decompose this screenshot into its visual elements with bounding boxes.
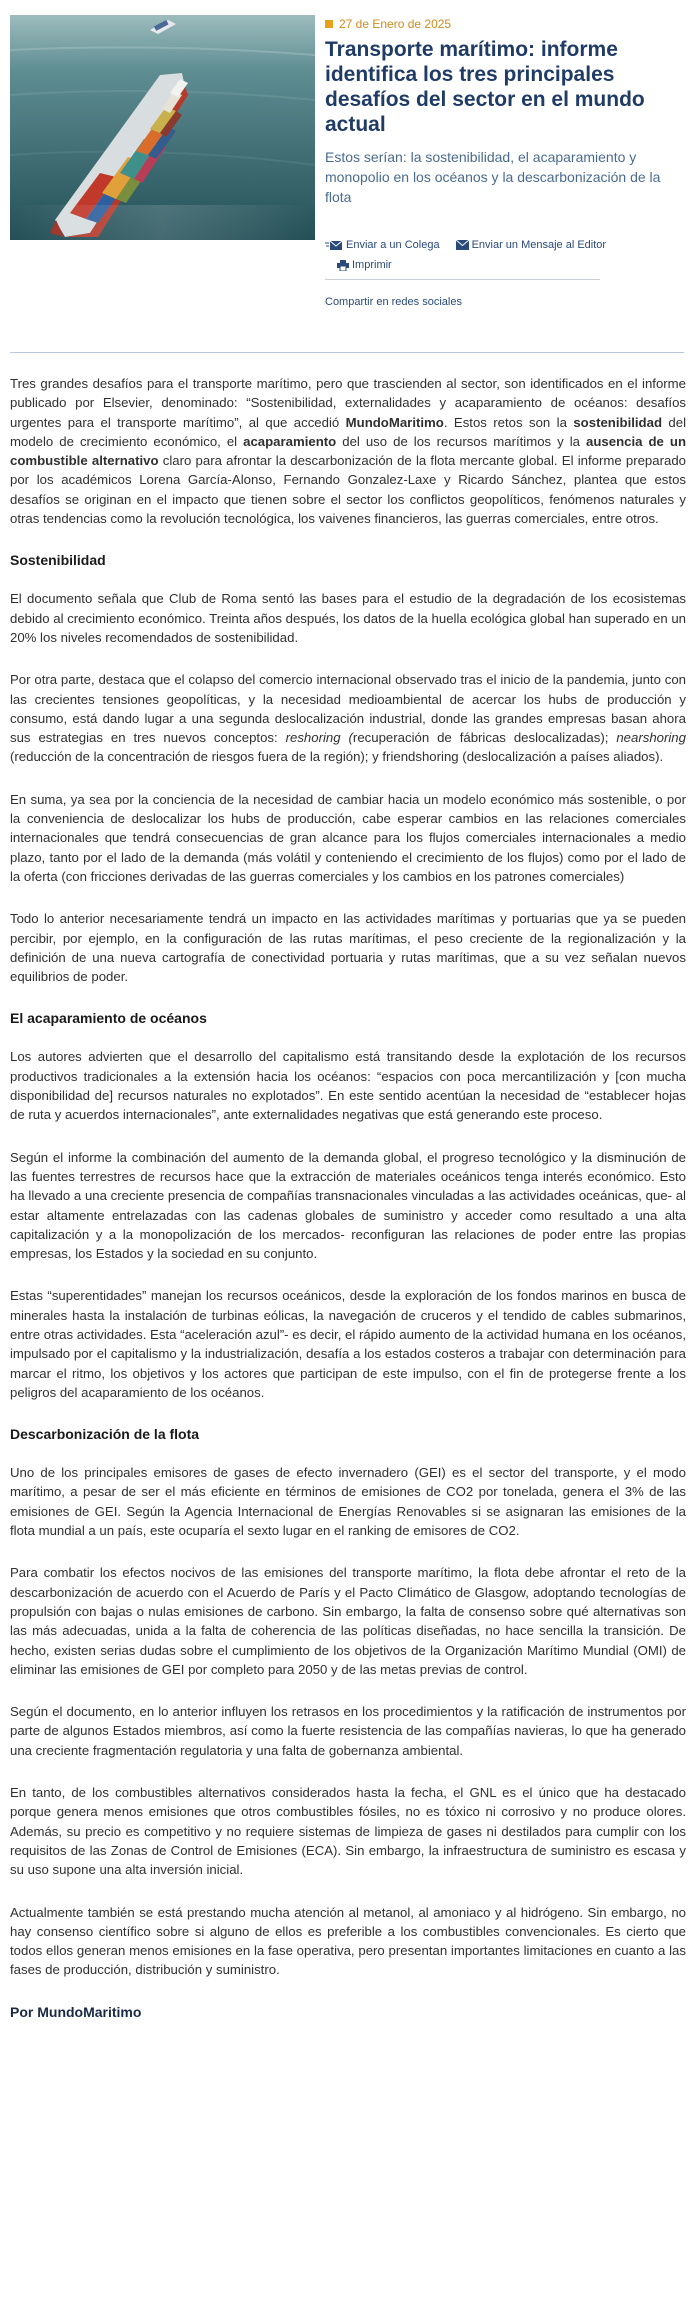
print-label: Imprimir	[352, 259, 392, 271]
article-title: Transporte marítimo: informe identifica los tres principales desafíos del sector en el mundo actual	[325, 38, 645, 136]
italic-run: nearshoring	[616, 730, 686, 746]
bold-run: ausencia de un combustible alternativo	[10, 433, 687, 469]
paragraph: Estas “superentidades” manejan los recursos oceánicos, desde la exploración de los fondos marinos en busca de minerales hasta la instalación de turbinas eólicas, la navegación de cruceros y el tendido de cables submarinos, entre otras actividades. Esta “aceleración azul”- es decir, el rápido aumento de la actividad humana en los océanos, impulsado por el capitalismo y la industrialización, desafía a los estados costeros a trabajar con determinación para marcar el ritmo, los objetivos y los actores que participan de este impulso, con el fin de protegerse frente a los peligros del acaparamiento de los océanos.	[10, 1288, 686, 1400]
send-to-colleague-label: Enviar a un Colega	[346, 239, 440, 251]
text-run: del uso de los recursos marítimos y la	[336, 433, 587, 449]
share-social-link[interactable]: Compartir en redes sociales	[325, 296, 462, 308]
text-run: (reducción de la concentración de riesgos fuera de la región); y friendshoring (deslocalización a países aliados).	[10, 749, 664, 765]
article-header	[325, 17, 685, 308]
send-to-editor-label: Enviar un Mensaje al Editor	[471, 239, 607, 251]
date-bullet-icon	[325, 20, 333, 28]
paragraph: Para combatir los efectos nocivos de las emisiones del transporte marítimo, la flota debe afrontar el reto de la descarbonización de acuerdo con el Acuerdo de París y el Pacto Climático de Glasgow, adoptando tecnologías de propulsión con bajas o nulas emisiones de carbono. Sin embargo, la falta de consenso sobre qué alternativas son las más adecuadas, unida a la falta de coherencia de las políticas diseñadas, no hace sencilla la transición. De hecho, existen serias dudas sobre el cumplimiento de los objetivos de la Organización Marítimo Mundial (OMI) de eliminar las emisiones de GEI por completo para 2050 y de las metas previas de control.	[10, 1565, 686, 1677]
paragraph: Los autores advierten que el desarrollo del capitalismo está transitando desde la explotación de los recursos productivos tradicionales a la extensión hacia los océanos: “espacios con poca mercantilización y [con mucha disponibilidad de] recursos naturales no explotados”. En este sentido acentúan la necesidad de “establecer hojas de ruta y acuerdos internacionales”, ante externalidades negativas que está generando este proceso.	[10, 1049, 686, 1123]
send-mail-icon	[325, 240, 343, 251]
text-run: del modelo de crecimiento económico, el	[10, 414, 687, 449]
text-run: recuperación de fábricas deslocalizadas);	[352, 730, 617, 746]
heading-sostenibilidad: Sostenibilidad	[10, 552, 106, 569]
container-ship-photo-icon	[10, 15, 315, 240]
paragraph: En tanto, de los combustibles alternativos considerados hasta la fecha, el GNL es el único que ha destacado porque genera menos emisiones que otros combustibles fósiles, no es tóxico ni corrosivo y no produce olores. Además, su precio es competitivo y no requiere sistemas de limpieza de gases ni destilados para cumplir con los requisitos de las Zonas de Control de Emisiones (ECA). Sin embargo, la infraestructura de suministro es escasa y su uso supone una alta inversión inicial.	[10, 1785, 686, 1878]
heading-acaparamiento: El acaparamiento de océanos	[10, 1010, 207, 1027]
header-divider	[10, 352, 684, 353]
paragraph: Según el documento, en lo anterior influyen los retrasos en los procedimientos y la ratificación de instrumentos por parte de algunos Estados miembros, así como la fuerte resistencia de las compañías navieras, lo que ha generado una creciente fragmentación regulatoria y una falta de gobernanza ambiental.	[10, 1704, 686, 1758]
send-to-colleague-link[interactable]	[325, 239, 440, 251]
article-body	[10, 374, 686, 2045]
paragraph: Actualmente también se está prestando mucha atención al metanol, al amoniaco y al hidrógeno. Sin embargo, no hay consenso científico sobre si alguno de ellos es preferible a los combustibles convencionales. Es cierto que todos ellos generan menos emisiones en la fase operativa, pero presentan importantes limitaciones en cuanto a las fases de producción, distribución y suministro.	[10, 1904, 686, 1978]
send-to-editor-link[interactable]	[456, 239, 607, 251]
bold-run: acaparamiento	[243, 433, 337, 449]
paragraph-intro	[10, 374, 686, 528]
heading-descarbonizacion: Descarbonización de la flota	[10, 1426, 200, 1443]
article-subtitle: Estos serían: la sostenibilidad, el acaparamiento y monopolio en los océanos y la descarbonización de la flota	[325, 149, 661, 205]
article-hero-image	[10, 15, 315, 240]
article-byline: Por MundoMaritimo	[10, 2003, 142, 2020]
article-date: 27 de Enero de 2025	[339, 17, 452, 31]
paragraph: Todo lo anterior necesariamente tendrá un impacto en las actividades marítimas y portuarias que ya se pueden percibir, por ejemplo, en la configuración de las rutas marítimas, el peso creciente de la regionalización y la definición de una nueva cartografía de conectividad portuaria y rutas marítimas, que a su vez señalan nuevos equilibrios de poder.	[10, 911, 686, 985]
paragraph	[10, 670, 686, 766]
date-row	[325, 17, 685, 31]
print-link[interactable]	[337, 259, 392, 271]
italic-run: reshoring (	[285, 730, 353, 746]
text-run: Por otra parte, destaca que el colapso del comercio internacional observado tras el inicio de la pandemia, junto con las crecientes tensiones geopolíticas, y la necesidad medioambiental de acercar los hubs de producción y consumo, está dando lugar a una segunda deslocalización industrial, donde las grandes empresas basan ahora sus estrategias en tres nuevos conceptos:	[10, 672, 686, 746]
actions-separator	[325, 279, 600, 280]
text-run: . Estos retos son la	[443, 414, 574, 430]
article-actions	[325, 237, 685, 308]
paragraph: Según el informe la combinación del aumento de la demanda global, el progreso tecnológico y la disminución de las fuentes terrestres de recursos hace que la extracción de materiales oceánicos tenga interés económico. Esto ha llevado a una creciente presencia de compañías transnacionales vinculadas a las actividades oceánicas, que- al estar altamente entrelazadas con las cadenas globales de suministro y acceder como resultado a una alta capitalización y a la monopolización de los mercados- reconfiguran las relaciones de poder entre las propias empresas, los Estados y la sociedad en su conjunto.	[10, 1149, 686, 1262]
printer-icon	[337, 260, 349, 271]
bold-run: sostenibilidad	[573, 414, 663, 430]
paragraph: En suma, ya sea por la conciencia de la necesidad de cambiar hacia un modelo económico más sostenible, o por la conveniencia de deslocalizar los hubs de producción, cabe esperar cambios en las relaciones comerciales internacionales que tendrá consecuencias de gran alcance para los flujos comerciales internacionales a medio plazo, tanto por el lado de la demanda (más volátil y conteniendo el crecimiento de los flujos) como por el lado de la oferta (con fricciones derivadas de las guerras comerciales y los cambios en los patrones comerciales)	[10, 791, 686, 884]
envelope-icon	[456, 240, 469, 250]
bold-run: MundoMaritimo	[345, 414, 444, 430]
paragraph: Uno de los principales emisores de gases de efecto invernadero (GEI) es el sector del transporte, y el modo marítimo, a pesar de ser el más eficiente en términos de emisiones de CO2 por tonelada, genera el 3% de las emisiones de GEI. Según la Agencia Internacional de Energías Renovables si se asignaran las emisiones de la flota mundial a un país, este ocuparía el sexto lugar en el ranking de emisores de CO2.	[10, 1465, 686, 1539]
paragraph: El documento señala que Club de Roma sentó las bases para el estudio de la degradación de los ecosistemas debido al crecimiento económico. Treinta años después, los datos de la huella ecológica global han superado en un 20% los niveles recomendados de sostenibilidad.	[10, 591, 686, 645]
text-run: claro para afrontar la descarbonización de la flota mercante global. El informe preparado por los académicos Lorena García-Alonso, Fernando Gonzalez-Laxe y Ricardo Sánchez, plantea que estos desafíos se originan en el impacto que tienen sobre el sector los conflictos geopolíticos, fenómenos naturales y otras tendencias como la revolución tecnológica, los vaivenes financieros, las guerras comerciales, entre otros.	[10, 453, 686, 527]
text-run: Tres grandes desafíos para el transporte marítimo, pero que trascienden al sector, son identificados en el informe publicado por Elsevier, denominado: “Sostenibilidad, externalidades y acaparamiento de océanos: desafíos urgentes para el transporte marítimo”, al que accedió	[10, 376, 686, 430]
